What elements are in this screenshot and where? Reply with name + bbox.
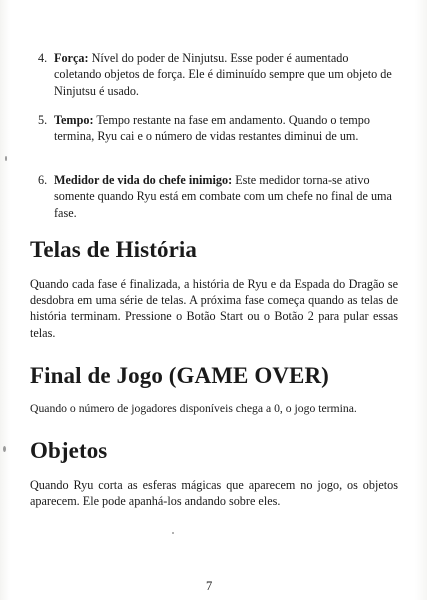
section-paragraph-final-de-jogo: Quando o número de jogadores disponíveis chega a 0, o jogo termina.	[30, 402, 357, 415]
section-heading-telas-de-historia: Telas de História	[30, 237, 197, 262]
scan-speck	[172, 532, 174, 534]
item-text: Nível do poder de Ninjutsu. Esse poder é aumentado coletando objetos de força. Ele é diminuído sempre que um objeto de Ninjutsu é usado.	[54, 51, 392, 98]
item-term: Força:	[54, 51, 89, 65]
section-paragraph-objetos: Quando Ryu corta as esferas mágicas que aparecem no jogo, os objetos aparecem. Ele pode apanhá-los andando sobre eles.	[30, 478, 398, 509]
item-text: Tempo restante na fase em andamento. Quando o tempo termina, Ryu cai e o número de vidas restantes diminui de um.	[54, 113, 370, 144]
list-item-tempo	[38, 112, 398, 145]
page-number: 7	[206, 579, 213, 593]
item-number: 4.	[38, 51, 48, 65]
item-number: 6.	[38, 173, 48, 187]
item-body	[54, 50, 398, 99]
list-item-forca	[38, 50, 398, 99]
scan-speck	[3, 446, 6, 452]
scan-speck	[5, 156, 7, 161]
section-heading-final-de-jogo: Final de Jogo (GAME OVER)	[30, 363, 329, 388]
item-term: Medidor de vida do chefe inimigo:	[54, 173, 233, 187]
item-body	[54, 172, 398, 221]
section-heading-objetos: Objetos	[30, 438, 108, 463]
item-body	[54, 112, 398, 145]
section-paragraph-telas-de-historia: Quando cada fase é finalizada, a história de Ryu e da Espada do Dragão se desdobra em uma série de telas. A próxima fase começa quando as telas de história terminam. Pressione o Botão Start ou o Botão 2 para pular essas telas.	[30, 277, 398, 340]
list-item-medidor-chefe	[38, 172, 398, 221]
item-text: Este medidor torna-se ativo somente quando Ryu está em combate com um chefe no final de uma fase.	[54, 173, 392, 220]
item-term: Tempo:	[54, 113, 94, 127]
item-number: 5.	[38, 113, 48, 127]
